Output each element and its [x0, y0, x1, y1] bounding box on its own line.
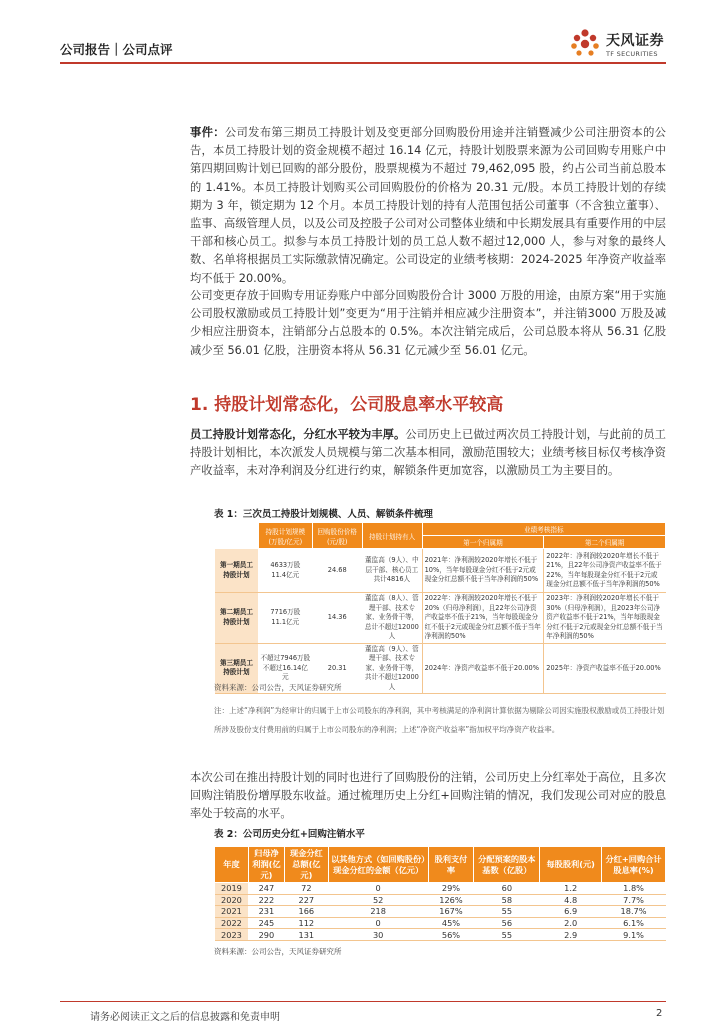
event-line: （不含独立董事）、监事、高级管理人员，以及公司及控股子公司对公司整体业绩和中长 — [190, 198, 666, 231]
table-cell: 1.8% — [602, 883, 666, 895]
table2-header: 以其他方式（如回购股份）现金分红的金额（亿元） — [328, 847, 428, 883]
footer-rule — [60, 1001, 666, 1002]
section1-line: 标仅考核净资产收益率，未对净利润及分红进行约束，解锁条件更加宽容，以激励员工为 — [190, 446, 666, 478]
table-cell: 58 — [474, 894, 540, 906]
table1-subheader-period1: 第一个归属期 — [422, 536, 544, 549]
table-cell: 56% — [428, 929, 474, 941]
table-cell: 227 — [284, 894, 328, 906]
plan-condition-2: 2025年：净资产收益率不低于20.00% — [544, 643, 666, 694]
employee-stock-plan-table — [214, 522, 666, 694]
table-cell: 247 — [248, 883, 284, 895]
event-line: 核期：2024-2025 年净资产收益率均不低于 20.00%。 — [190, 253, 666, 285]
table2-header: 归母净利润(亿元) — [248, 847, 284, 883]
plan-condition-2: 2022年：净利润较2020年增长不低于21%，且22年公司净资产收益率不低于22%，当年每股现金分红不低于2元或现金分红总额不低于当年净利润的50% — [544, 549, 666, 593]
table-cell: 131 — [284, 929, 328, 941]
table-cell: 45% — [428, 917, 474, 929]
plan-condition-1: 2022年：净利润较2020年增长不低于20%（归母净利润），且22年公司净资产收益率不低于21%，当年每股现金分红不低于2元或现金分红总额不低于当年净利润的50% — [422, 593, 544, 644]
table-cell: 6.1% — [602, 917, 666, 929]
plan-condition-2: 2023年：净利润较2020年增长不低于30%（归母净利润），且2023年公司净资产收益率不低于21%，当年每股现金分红不低于2元或现金分红总额不低于当年净利润的50% — [544, 593, 666, 644]
table2-header: 分红+回购合计股息率(%) — [602, 847, 666, 883]
table-cell: 6.9 — [540, 906, 602, 918]
table-row — [215, 906, 666, 918]
table-cell: 9.1% — [602, 929, 666, 941]
event-line: 的公告，本员工持股计划的资金规模不超过 16.14 亿元，持股计划股票来源为公司回购专 — [190, 126, 666, 158]
plan-holders: 董监高（8人）、管理干部、技术专家、业务骨干等，总计不超过12000人 — [362, 593, 422, 644]
tf-logo-icon — [568, 27, 602, 61]
event-line: 用账户中第四期回购计划已回购的部分股份，股票规模为不超过 79,462,095 股，约占公司 — [190, 144, 666, 176]
page-number: 2 — [656, 1008, 663, 1019]
table-row — [215, 917, 666, 929]
change-line: 于实施公司股权激励或员工持股计划”变更为“用于注销并相应减少注册资本”，并注销 — [190, 289, 666, 321]
header-rule — [60, 62, 666, 64]
table1-caption: 表 1：三次员工持股计划规模、人员、解锁条件梳理 — [214, 509, 433, 520]
table-cell: 55 — [474, 929, 540, 941]
change-line: 将从 56.31 亿股减少至 56.01 亿股，注册资本将从 56.31 亿元减少至 56.01 亿元。 — [190, 325, 666, 357]
dividend-history-table — [214, 846, 666, 941]
table-cell: 222 — [248, 894, 284, 906]
company-logo — [568, 27, 678, 63]
event-line: 期发展具有重要作用的中层干部和核心员工。拟参与本员工持股计划的员工总人数不超过 — [190, 217, 666, 249]
table-row — [215, 549, 666, 593]
plan-holders: 董监高（9人）、中层干部、核心员工共计4816人 — [362, 549, 422, 593]
dividend-paragraph — [190, 769, 666, 824]
table-cell: 2021 — [215, 906, 249, 918]
section1-paragraph — [190, 426, 666, 481]
table1-note: 注：上述“净利润”为经审计的归属于上市公司股东的净利润，其中考核满足的净利润计算依据为剔除公司因实施股权激励或员工持股计划所涉及股份支付费用前的归属于上市公司股东的净利润；上述“净资产收益率”指加权平均净资产收益率。 — [214, 706, 665, 734]
table-cell: 72 — [284, 883, 328, 895]
section1-line: 的员工持股计划相比，本次派发人员规模与第二次基本相同，激励范围较大；业绩考核目 — [190, 428, 666, 460]
table2-source: 资料来源：公司公告，天风证券研究所 — [214, 947, 342, 956]
table1-header-blank — [215, 523, 259, 549]
table-cell: 1.2 — [540, 883, 602, 895]
section1-line: 公司历史上已做过两次员工持股计划，与此前 — [405, 428, 633, 441]
table-cell: 126% — [428, 894, 474, 906]
table-cell: 29% — [428, 883, 474, 895]
table1-source: 资料来源：公司公告，天风证券研究所 — [214, 683, 342, 692]
plan-price: 24.68 — [312, 549, 362, 593]
plan-name: 第二期员工 持股计划 — [215, 593, 259, 644]
footer-disclaimer: 请务必阅读正文之后的信息披露和免责申明 — [90, 1012, 280, 1023]
plan-scale: 7716万股 11.1亿元 — [258, 593, 312, 644]
table-cell: 2019 — [215, 883, 249, 895]
logo-english-name: TF SECURITIES — [606, 50, 658, 58]
plan-price: 14.36 — [312, 593, 362, 644]
table-cell: 2023 — [215, 929, 249, 941]
table2-header: 分配预案的股本基数（亿股） — [474, 847, 540, 883]
dividend-line: 本次公司在推出持股计划的同时也进行了回购股份的注销，公司历史上分红率处于高位， — [190, 771, 633, 784]
report-type-header: 公司报告｜公司点评 — [60, 42, 173, 57]
section1-lead: 员工持股计划常态化，分红水平较为丰厚。 — [190, 428, 406, 441]
plan-name: 第三期员工 持股计划 — [215, 643, 259, 694]
table-cell: 56 — [474, 917, 540, 929]
plan-name: 第一期员工 持股计划 — [215, 549, 259, 593]
table-cell: 30 — [328, 929, 428, 941]
plan-price: 20.31 — [312, 643, 362, 694]
table-row — [215, 593, 666, 644]
table-cell: 4.8 — [540, 894, 602, 906]
table-cell: 231 — [248, 906, 284, 918]
table-cell: 166 — [284, 906, 328, 918]
table2-header: 年度 — [215, 847, 249, 883]
plan-scale: 不超过7946万股 不超过16.14亿元 — [258, 643, 312, 694]
table-row — [215, 883, 666, 895]
table2-header: 现金分红总额(亿元) — [284, 847, 328, 883]
event-line: 当前总股本的 1.41%。本员工持股计划购买公司回购股份的价格为 20.31 元/股。本员工持 — [190, 162, 666, 194]
plan-holders: 董监高（9人）、管理干部、技术专家、业务骨干等，共计不超过12000人 — [362, 643, 422, 694]
event-line: 公司发布第三期员工持股计划及变更部分回购股份用途并注销暨减少公司注册资本 — [224, 126, 644, 139]
event-label: 事件： — [190, 126, 225, 139]
table1-subheader-period2: 第二个归属期 — [544, 536, 666, 549]
table-cell: 60 — [474, 883, 540, 895]
dividend-line: 司对应的股息率处于较高的水平。 — [190, 789, 666, 821]
plan-scale: 4633万股 11.4亿元 — [258, 549, 312, 593]
table-cell: 290 — [248, 929, 284, 941]
plan-condition-1: 2024年：净资产收益率不低于20.00% — [422, 643, 544, 694]
table-row — [215, 894, 666, 906]
table-cell: 245 — [248, 917, 284, 929]
table-cell: 2020 — [215, 894, 249, 906]
table-cell: 55 — [474, 906, 540, 918]
table-cell: 0 — [328, 917, 428, 929]
table-cell: 2.9 — [540, 929, 602, 941]
table1-header-kpi: 业绩考核指标 — [422, 523, 665, 536]
table-cell: 7.7% — [602, 894, 666, 906]
share-use-change-paragraph — [190, 287, 666, 360]
section1-line: 主要目的。 — [562, 464, 620, 478]
table-cell: 0 — [328, 883, 428, 895]
logo-chinese-name: 天风证券 — [606, 33, 664, 49]
table1-header-price: 回购股份价格 (元/股) — [312, 523, 362, 549]
table-cell: 52 — [328, 894, 428, 906]
event-line: 股计划的存续期为 3 年，锁定期为 12 个月。本员工持股计划的持有人范围包括公司董事 — [190, 180, 666, 212]
section-heading: 1. 持股计划常态化，公司股息率水平较高 — [190, 395, 504, 415]
event-paragraph — [190, 124, 666, 288]
plan-condition-1: 2021年：净利润较2020年增长不低于10%，当年每股现金分红不低于2元或现金分红总额不低于当年净利润的50% — [422, 549, 544, 593]
table2-caption: 表 2：公司历史分红+回购注销水平 — [214, 829, 365, 840]
event-line: 12,000 人，参与对象的最终人数、名单将根据员工实际缴款情况确定。公司设定的业绩考 — [190, 235, 666, 267]
table-cell: 2022 — [215, 917, 249, 929]
table-cell: 112 — [284, 917, 328, 929]
table-cell: 167% — [428, 906, 474, 918]
dividend-line: 且多次回购注销股份增厚股东收益。通过梳理历史上分红+回购注销的情况，我们发现公 — [190, 771, 666, 803]
table2-header: 每股股利(元) — [540, 847, 602, 883]
table-cell: 18.7% — [602, 906, 666, 918]
table-cell: 218 — [328, 906, 428, 918]
table-cell: 2.0 — [540, 917, 602, 929]
change-line: 公司变更存放于回购专用证券账户中部分回购股份合计 3000 万股的用途，由原方案“用 — [190, 289, 632, 302]
table2-header: 股利支付率 — [428, 847, 474, 883]
table1-header-holders: 持股计划持有人 — [362, 523, 422, 549]
table1-header-scale: 持股计划规模 (万股/亿元) — [258, 523, 312, 549]
table-row — [215, 929, 666, 941]
change-line: 3000 万股及减少相应注册资本，注销部分占总股本的 0.5%。本次注销完成后，公司总股本 — [190, 307, 666, 339]
